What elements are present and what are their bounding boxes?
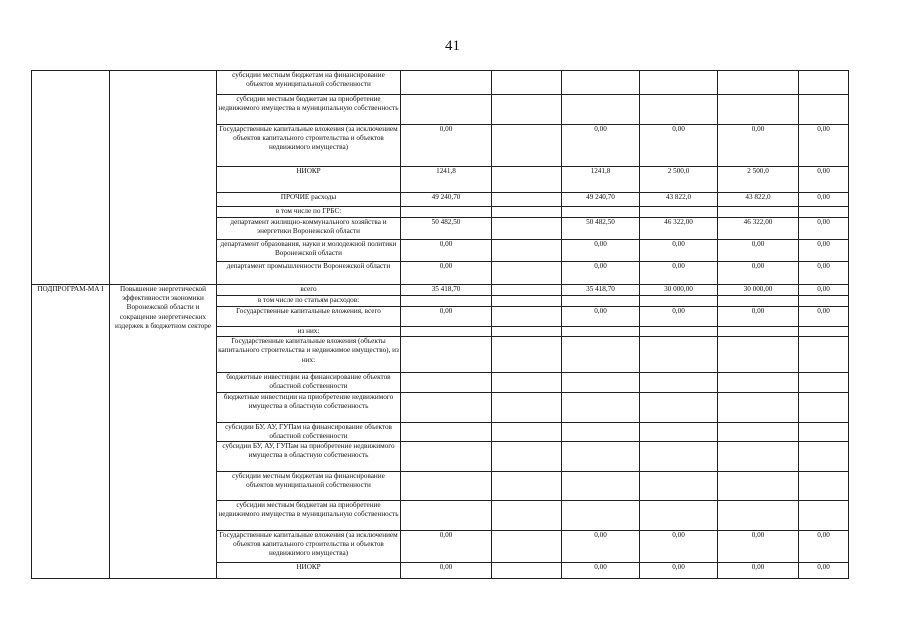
amount-cell: [401, 501, 492, 531]
amount-cell: [718, 422, 799, 441]
program-code-cell-empty: [32, 71, 110, 285]
amount-cell: [799, 392, 849, 422]
table-row: [32, 285, 849, 296]
amount-cell: [640, 373, 718, 392]
amount-cell: 0,00: [562, 240, 640, 262]
amount-cell: [640, 442, 718, 472]
expense-item-label: Государственные капитальные вложения, всего: [217, 307, 401, 327]
amount-cell: [492, 285, 562, 296]
amount-cell: [718, 442, 799, 472]
amount-cell: [799, 373, 849, 392]
amount-cell: 30 000,00: [640, 285, 718, 296]
amount-cell: 2 500,0: [640, 167, 718, 193]
amount-cell: [799, 442, 849, 472]
amount-cell: [799, 207, 849, 218]
amount-cell: 1241,8: [562, 167, 640, 193]
amount-cell: 49 240,70: [562, 193, 640, 207]
amount-cell: 0,00: [640, 531, 718, 563]
amount-cell: 0,00: [562, 307, 640, 327]
amount-cell: [718, 373, 799, 392]
amount-cell: 2 500,0: [718, 167, 799, 193]
amount-cell: [718, 501, 799, 531]
amount-cell: [640, 422, 718, 441]
amount-cell: 43 822,0: [718, 193, 799, 207]
expense-item-label: в том числе по ГРБС:: [217, 207, 401, 218]
amount-cell: [492, 327, 562, 337]
amount-cell: 0,00: [401, 307, 492, 327]
amount-cell: [562, 373, 640, 392]
amount-cell: [401, 373, 492, 392]
amount-cell: 0,00: [401, 125, 492, 167]
expense-item-label: из них:: [217, 327, 401, 337]
amount-cell: [640, 296, 718, 307]
amount-cell: 0,00: [718, 307, 799, 327]
amount-cell: [401, 95, 492, 125]
amount-cell: [562, 327, 640, 337]
amount-cell: 0,00: [401, 262, 492, 285]
program-code: ПОДПРОГРАМ-МА I: [32, 285, 110, 579]
amount-cell: [640, 472, 718, 501]
expense-item-label: бюджетные инвестиции на приобретение недвижимого имущества в областную собственность: [217, 392, 401, 422]
amount-cell: [492, 125, 562, 167]
amount-cell: 0,00: [799, 167, 849, 193]
amount-cell: [401, 71, 492, 95]
amount-cell: [562, 207, 640, 218]
amount-cell: [401, 327, 492, 337]
table-row: [32, 71, 849, 95]
expense-item-label: субсидии местным бюджетам на финансирование объектов муниципальной собственности: [217, 71, 401, 95]
amount-cell: 0,00: [799, 262, 849, 285]
amount-cell: [562, 442, 640, 472]
amount-cell: [562, 71, 640, 95]
amount-cell: 50 482,50: [562, 218, 640, 240]
amount-cell: [492, 71, 562, 95]
expense-item-label: всего: [217, 285, 401, 296]
amount-cell: 0,00: [562, 531, 640, 563]
amount-cell: [492, 193, 562, 207]
budget-table: [31, 70, 849, 579]
amount-cell: [492, 218, 562, 240]
amount-cell: [640, 327, 718, 337]
amount-cell: [492, 392, 562, 422]
amount-cell: 46 322,00: [640, 218, 718, 240]
amount-cell: [492, 531, 562, 563]
amount-cell: 0,00: [718, 563, 799, 579]
amount-cell: [401, 296, 492, 307]
amount-cell: [799, 337, 849, 373]
amount-cell: [492, 422, 562, 441]
page-number: 41: [445, 38, 460, 54]
program-name-cell-empty: [110, 71, 217, 285]
amount-cell: [492, 337, 562, 373]
amount-cell: 50 482,50: [401, 218, 492, 240]
amount-cell: [799, 327, 849, 337]
amount-cell: [640, 95, 718, 125]
expense-item-label: субсидии БУ, АУ, ГУПам на приобретение недвижимого имущества в областную собственность: [217, 442, 401, 472]
amount-cell: [718, 337, 799, 373]
amount-cell: [718, 95, 799, 125]
amount-cell: 0,00: [718, 240, 799, 262]
amount-cell: [562, 422, 640, 441]
amount-cell: [562, 501, 640, 531]
amount-cell: [640, 501, 718, 531]
expense-item-label: НИОКР: [217, 563, 401, 579]
amount-cell: [799, 95, 849, 125]
amount-cell: 0,00: [799, 307, 849, 327]
amount-cell: 0,00: [799, 563, 849, 579]
amount-cell: [492, 262, 562, 285]
amount-cell: 35 418,70: [562, 285, 640, 296]
amount-cell: [562, 95, 640, 125]
amount-cell: [718, 472, 799, 501]
expense-item-label: в том числе по статьям расходов:: [217, 296, 401, 307]
amount-cell: 0,00: [562, 563, 640, 579]
expense-item-label: субсидии местным бюджетам на приобретение недвижимого имущества в муниципальную собственность: [217, 95, 401, 125]
amount-cell: 1241,8: [401, 167, 492, 193]
amount-cell: 0,00: [562, 125, 640, 167]
amount-cell: [562, 472, 640, 501]
amount-cell: [492, 307, 562, 327]
expense-item-label: субсидии БУ, АУ, ГУПам на финансирование объектов областной собственности: [217, 422, 401, 441]
amount-cell: [718, 296, 799, 307]
amount-cell: 0,00: [799, 240, 849, 262]
amount-cell: [799, 71, 849, 95]
amount-cell: [562, 392, 640, 422]
amount-cell: 0,00: [718, 125, 799, 167]
expense-item-label: Государственные капитальные вложения (за исключением объектов капитального строительства и объектов недвижимого имущества): [217, 531, 401, 563]
amount-cell: [562, 337, 640, 373]
amount-cell: 0,00: [718, 531, 799, 563]
amount-cell: [562, 296, 640, 307]
amount-cell: [492, 207, 562, 218]
amount-cell: [492, 95, 562, 125]
amount-cell: [492, 373, 562, 392]
amount-cell: [640, 337, 718, 373]
amount-cell: [799, 472, 849, 501]
amount-cell: [640, 71, 718, 95]
amount-cell: 0,00: [562, 262, 640, 285]
amount-cell: 0,00: [640, 307, 718, 327]
amount-cell: [492, 240, 562, 262]
amount-cell: [401, 337, 492, 373]
amount-cell: 30 000,00: [718, 285, 799, 296]
amount-cell: [799, 296, 849, 307]
expense-item-label: субсидии местным бюджетам на финансирование объектов муниципальной собственности: [217, 472, 401, 501]
expense-item-label: субсидии местным бюджетам на приобретение недвижимого имущества в муниципальную собственность: [217, 501, 401, 531]
amount-cell: [401, 442, 492, 472]
amount-cell: [492, 167, 562, 193]
amount-cell: 0,00: [799, 285, 849, 296]
amount-cell: 0,00: [401, 240, 492, 262]
amount-cell: [799, 501, 849, 531]
amount-cell: 0,00: [640, 125, 718, 167]
amount-cell: [640, 392, 718, 422]
amount-cell: 0,00: [401, 531, 492, 563]
amount-cell: 49 240,70: [401, 193, 492, 207]
amount-cell: 35 418,70: [401, 285, 492, 296]
amount-cell: 0,00: [799, 218, 849, 240]
amount-cell: [640, 207, 718, 218]
amount-cell: [799, 422, 849, 441]
amount-cell: 0,00: [718, 262, 799, 285]
amount-cell: [492, 442, 562, 472]
amount-cell: [718, 207, 799, 218]
amount-cell: 0,00: [640, 240, 718, 262]
amount-cell: [492, 296, 562, 307]
amount-cell: 0,00: [799, 125, 849, 167]
expense-item-label: НИОКР: [217, 167, 401, 193]
amount-cell: [718, 327, 799, 337]
amount-cell: [401, 392, 492, 422]
expense-item-label: департамент промышленности Воронежской области: [217, 262, 401, 285]
amount-cell: [401, 422, 492, 441]
amount-cell: 0,00: [799, 193, 849, 207]
amount-cell: 46 322,00: [718, 218, 799, 240]
amount-cell: [492, 563, 562, 579]
expense-item-label: бюджетные инвестиции на финансирование объектов областной собственности: [217, 373, 401, 392]
expense-item-label: департамент жилищно-коммунального хозяйства и энергетики Воронежской области: [217, 218, 401, 240]
amount-cell: [718, 392, 799, 422]
amount-cell: 43 822,0: [640, 193, 718, 207]
program-name: Повышение энергетической эффективности экономики Воронежской области и сокращение энергетических издержек в бюджетном секторе: [110, 285, 217, 579]
amount-cell: 0,00: [799, 531, 849, 563]
expense-item-label: департамент образования, науки и молодежной политики Воронежской области: [217, 240, 401, 262]
amount-cell: 0,00: [401, 563, 492, 579]
amount-cell: [401, 207, 492, 218]
amount-cell: 0,00: [640, 262, 718, 285]
amount-cell: [718, 71, 799, 95]
amount-cell: [492, 501, 562, 531]
expense-item-label: Государственные капитальные вложения (объекты капитального строительства и недвижимое имущество), из них:: [217, 337, 401, 373]
amount-cell: [492, 472, 562, 501]
amount-cell: [401, 472, 492, 501]
expense-item-label: Государственные капитальные вложения (за исключением объектов капитального строительства и объектов недвижимого имущества): [217, 125, 401, 167]
amount-cell: 0,00: [640, 563, 718, 579]
expense-item-label: ПРОЧИЕ расходы: [217, 193, 401, 207]
